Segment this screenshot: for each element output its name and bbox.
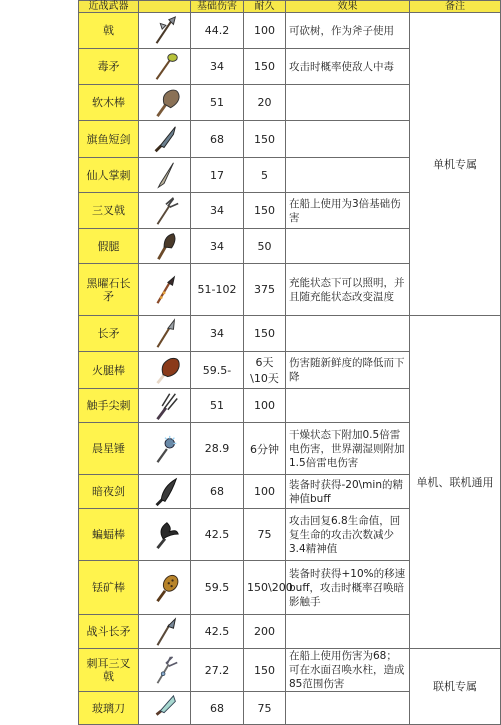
availability-note: 联机专属 (410, 649, 501, 725)
ham-bat-icon (139, 352, 191, 389)
weapon-name: 晨星锤 (79, 423, 139, 475)
strident-trident-icon (139, 649, 191, 692)
effect-text: 攻击时概率使敌人中毒 (286, 49, 410, 85)
base-damage: 68 (191, 475, 244, 509)
weapon-name: 三叉戟 (79, 193, 139, 229)
peg-leg-icon (139, 229, 191, 264)
base-damage: 34 (191, 49, 244, 85)
weapon-name: 软木棒 (79, 85, 139, 121)
cork-bat-icon (139, 85, 191, 121)
weapon-name: 火腿棒 (79, 352, 139, 389)
effect-text (286, 692, 410, 725)
durability: 75 (244, 692, 286, 725)
durability: 6天\10天 (244, 352, 286, 389)
base-damage: 27.2 (191, 649, 244, 692)
cactus-spike-icon (139, 158, 191, 193)
base-damage: 51 (191, 85, 244, 121)
effect-text (286, 158, 410, 193)
bat-bat-icon (139, 509, 191, 561)
swordfish-dagger-icon (139, 121, 191, 158)
durability: 50 (244, 229, 286, 264)
table-row (79, 649, 501, 692)
effect-text (286, 615, 410, 649)
durability: 100 (244, 13, 286, 49)
weapon-name: 战斗长矛 (79, 615, 139, 649)
durability: 150 (244, 316, 286, 352)
durability: 150 (244, 193, 286, 229)
weapon-name: 旗鱼短剑 (79, 121, 139, 158)
weapon-name: 毒矛 (79, 49, 139, 85)
header-durability: 耐久 (244, 1, 286, 13)
tentacle-spike-icon (139, 389, 191, 423)
base-damage: 34 (191, 229, 244, 264)
weapon-name: 触手尖刺 (79, 389, 139, 423)
effect-text: 充能状态下可以照明，并且随充能状态改变温度 (286, 264, 410, 316)
table-row (79, 316, 501, 352)
header-icon (139, 1, 191, 13)
base-damage: 42.5 (191, 615, 244, 649)
weapon-name: 玻璃刀 (79, 692, 139, 725)
base-damage: 59.5- (191, 352, 244, 389)
base-damage: 42.5 (191, 509, 244, 561)
effect-text (286, 316, 410, 352)
durability: 200 (244, 615, 286, 649)
weapon-name: 黑曜石长矛 (79, 264, 139, 316)
effect-text: 攻击回复6.8生命值，回复生命的攻击次数减少3.4精神值 (286, 509, 410, 561)
effect-text: 伤害随新鲜度的降低而下降 (286, 352, 410, 389)
obsidian-spear-icon (139, 264, 191, 316)
base-damage: 68 (191, 121, 244, 158)
weapon-name: 长矛 (79, 316, 139, 352)
effect-text: 可砍树，作为斧子使用 (286, 13, 410, 49)
base-damage: 68 (191, 692, 244, 725)
durability: 5 (244, 158, 286, 193)
header-damage: 基础伤害 (191, 1, 244, 13)
battle-spear-icon (139, 615, 191, 649)
table-row (79, 13, 501, 49)
durability: 75 (244, 509, 286, 561)
weapon-table (78, 0, 501, 725)
header-weapon: 近战武器 (79, 1, 139, 13)
base-damage: 51 (191, 389, 244, 423)
effect-text (286, 229, 410, 264)
header-row (79, 1, 501, 13)
availability-note: 单机专属 (410, 13, 501, 316)
trident-icon (139, 193, 191, 229)
glass-cutter-icon (139, 692, 191, 725)
base-damage: 34 (191, 193, 244, 229)
base-damage: 34 (191, 316, 244, 352)
effect-text: 在船上使用伤害为68；可在水面召唤水柱，造成85范围伤害 (286, 649, 410, 692)
durability: 150 (244, 649, 286, 692)
durability: 150 (244, 49, 286, 85)
effect-text (286, 389, 410, 423)
header-effect: 效果 (286, 1, 410, 13)
base-damage: 17 (191, 158, 244, 193)
base-damage: 59.5 (191, 561, 244, 615)
durability: 375 (244, 264, 286, 316)
base-damage: 51-102 (191, 264, 244, 316)
weapon-name: 暗夜剑 (79, 475, 139, 509)
effect-text: 装备时获得-20\min的精神值buff (286, 475, 410, 509)
durability: 20 (244, 85, 286, 121)
effect-text: 干燥状态下附加0.5倍雷电伤害，世界潮湿则附加1.5倍雷电伤害 (286, 423, 410, 475)
weapon-name: 蝙蝠棒 (79, 509, 139, 561)
effect-text: 装备时获得+10%的移速buff，攻击时概率召唤暗影触手 (286, 561, 410, 615)
durability: 100 (244, 389, 286, 423)
base-damage: 44.2 (191, 13, 244, 49)
weapon-name: 假腿 (79, 229, 139, 264)
effect-text: 在船上使用为3倍基础伤害 (286, 193, 410, 229)
durability: 150 (244, 121, 286, 158)
morning-star-icon (139, 423, 191, 475)
effect-text (286, 85, 410, 121)
weapon-name: 铥矿棒 (79, 561, 139, 615)
weapon-name: 戟 (79, 13, 139, 49)
poison-spear-icon (139, 49, 191, 85)
thulecite-club-icon (139, 561, 191, 615)
availability-note: 单机、联机通用 (410, 316, 501, 649)
halberd-icon (139, 13, 191, 49)
spear-icon (139, 316, 191, 352)
durability: 100 (244, 475, 286, 509)
durability: 6分钟 (244, 423, 286, 475)
effect-text (286, 121, 410, 158)
durability: 150\200 (244, 561, 286, 615)
weapon-name: 仙人掌刺 (79, 158, 139, 193)
base-damage: 28.9 (191, 423, 244, 475)
dark-sword-icon (139, 475, 191, 509)
header-note: 备注 (410, 1, 501, 13)
weapon-name: 刺耳三叉戟 (79, 649, 139, 692)
